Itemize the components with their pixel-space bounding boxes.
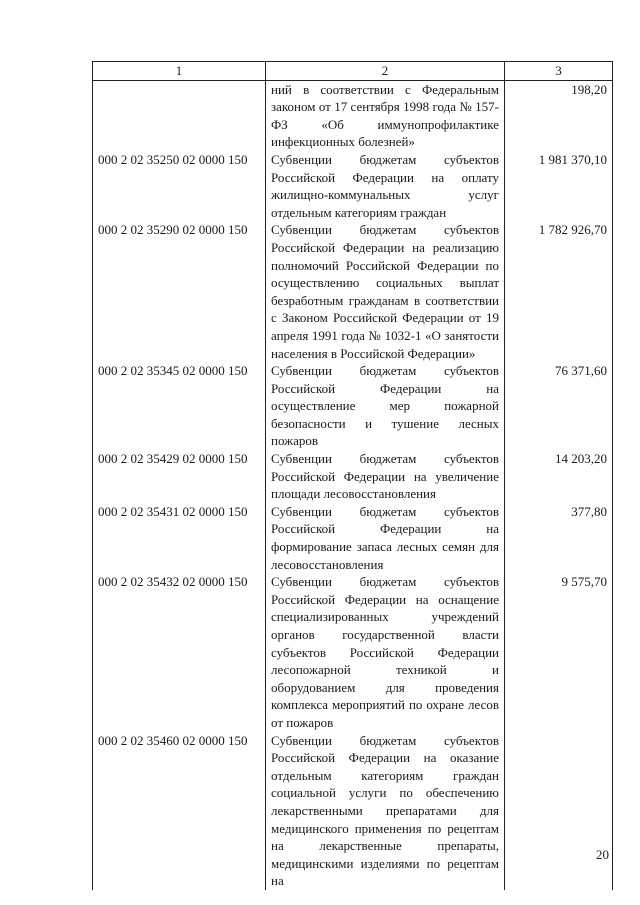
item-description: Субвенции бюджетам субъектов Российской Федерации на реализацию полномочий Российской Федерации по осуществлению социальных выплат безработным гражданам в соответствии с Законом Российской Федерации от 19 апреля 1991 года № 1032-1 «О занятости населения в Российской Федерации» [266, 221, 505, 362]
table-row [93, 732, 613, 890]
table-row [93, 450, 613, 503]
item-amount: 377,80 [505, 503, 613, 573]
item-description: Субвенции бюджетам субъектов Российской Федерации на оснащение специализированных учреждений органов государственной власти субъектов Российской Федерации лесопожарной техникой и оборудованием для проведения комплекса мероприятий по охране лесов от пожаров [266, 573, 505, 731]
table-header-row [93, 62, 613, 81]
item-amount: 76 371,60 [505, 362, 613, 450]
budget-code: 000 2 02 35432 02 0000 150 [93, 573, 266, 731]
item-description: Субвенции бюджетам субъектов Российской Федерации на осуществление мер пожарной безопасности и тушение лесных пожаров [266, 362, 505, 450]
budget-code: 000 2 02 35460 02 0000 150 [93, 732, 266, 890]
table-row [93, 151, 613, 221]
item-description: Субвенции бюджетам субъектов Российской Федерации на увеличение площади лесовосстановления [266, 450, 505, 503]
item-amount: 198,20 [505, 80, 613, 151]
item-description: Субвенции бюджетам субъектов Российской Федерации на формирование запаса лесных семян для лесовосстановления [266, 503, 505, 573]
item-description: ний в соответствии с Федеральным законом от 17 сентября 1998 года № 157-ФЗ «Об иммунопрофилактике инфекционных болезней» [266, 80, 505, 151]
column-header-2: 2 [266, 62, 505, 81]
table-row [93, 573, 613, 731]
table-row [93, 362, 613, 450]
item-amount: 9 575,70 [505, 573, 613, 731]
budget-code: 000 2 02 35290 02 0000 150 [93, 221, 266, 362]
item-description: Субвенции бюджетам субъектов Российской Федерации на оказание отдельным категориям граждан социальной услуги по обеспечению лекарственными препаратами для медицинского применения по рецептам на лекарственные препараты, медицинскими изделиями по рецептам на [266, 732, 505, 890]
budget-revenue-table [92, 61, 613, 890]
table-row [93, 80, 613, 151]
budget-code: 000 2 02 35431 02 0000 150 [93, 503, 266, 573]
page-number: 20 [596, 847, 609, 862]
item-amount: 14 203,20 [505, 450, 613, 503]
column-header-3: 3 [505, 62, 613, 81]
item-description: Субвенции бюджетам субъектов Российской Федерации на оплату жилищно-коммунальных услуг отдельным категориям граждан [266, 151, 505, 221]
budget-code: 000 2 02 35429 02 0000 150 [93, 450, 266, 503]
table-row [93, 221, 613, 362]
item-amount [505, 732, 613, 890]
item-amount: 1 981 370,10 [505, 151, 613, 221]
table-row [93, 503, 613, 573]
budget-code: 000 2 02 35250 02 0000 150 [93, 151, 266, 221]
budget-code: 000 2 02 35345 02 0000 150 [93, 362, 266, 450]
budget-code [93, 80, 266, 151]
item-amount: 1 782 926,70 [505, 221, 613, 362]
column-header-1: 1 [93, 62, 266, 81]
